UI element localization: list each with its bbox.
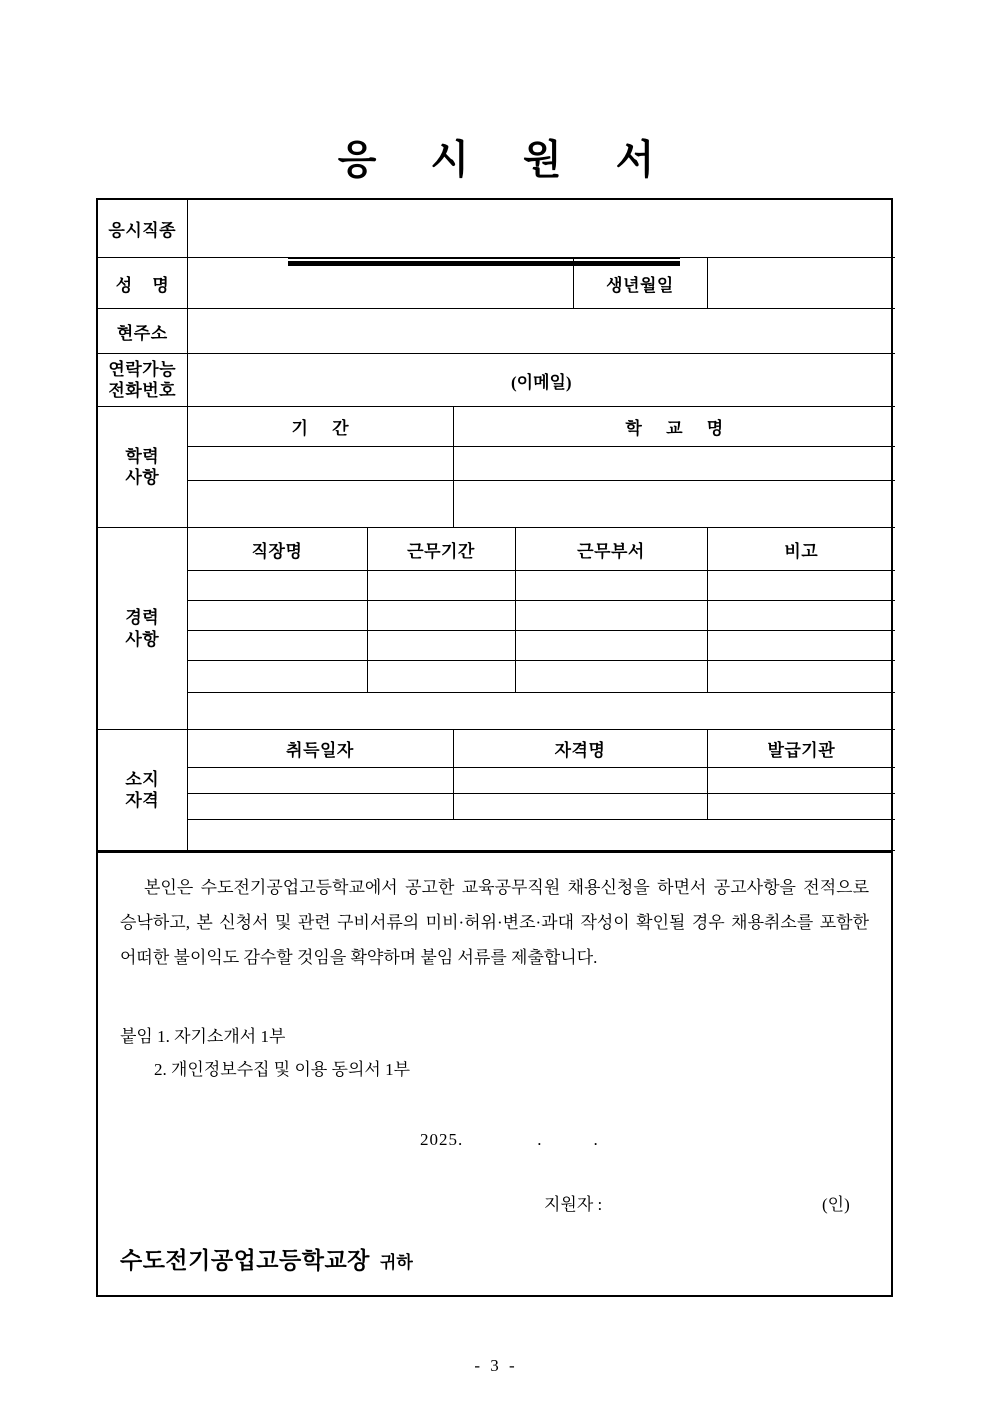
attachment-item-1: 붙임 1. 자기소개서 1부 (120, 1026, 286, 1046)
date-year: 2025. (420, 1129, 464, 1149)
job-type-value-cell[interactable] (187, 200, 895, 258)
career-department-2[interactable] (515, 601, 707, 631)
date-day-dot: . (593, 1129, 598, 1149)
career-header-company: 직장명 (187, 528, 367, 571)
career-label-line2: 사항 (125, 629, 160, 649)
form-table (98, 200, 895, 851)
seal-mark: (인) (822, 1194, 850, 1214)
declaration-section (98, 851, 891, 1295)
address-value-cell[interactable] (187, 309, 895, 354)
education-school-2[interactable] (453, 481, 895, 528)
certification-date-2[interactable] (187, 794, 453, 820)
certification-label-line2: 자격 (125, 791, 160, 810)
career-company-2[interactable] (187, 601, 367, 631)
career-company-1[interactable] (187, 571, 367, 601)
table-row-certification-1 (98, 768, 895, 794)
addressee-line (120, 1242, 869, 1275)
contact-label-line2: 전화번호 (108, 381, 177, 400)
certification-name-2[interactable] (453, 794, 707, 820)
certification-label (98, 730, 187, 851)
table-row-education-1 (98, 447, 895, 481)
table-row-education-header (98, 407, 895, 447)
address-label: 현주소 (98, 309, 187, 354)
career-header-note: 비고 (707, 528, 895, 571)
career-note-3[interactable] (707, 631, 895, 661)
certification-header-name: 자격명 (453, 730, 707, 768)
table-row-career-header (98, 528, 895, 571)
career-note-2[interactable] (707, 601, 895, 631)
table-row-career-4 (98, 661, 895, 693)
career-company-3[interactable] (187, 631, 367, 661)
career-label (98, 528, 187, 730)
certification-date-1[interactable] (187, 768, 453, 794)
certification-header-issuer: 발급기관 (707, 730, 895, 768)
contact-label (98, 354, 187, 407)
education-period-1[interactable] (187, 447, 453, 481)
education-school-1[interactable] (453, 447, 895, 481)
table-row-career-2 (98, 601, 895, 631)
table-row-certification-2 (98, 794, 895, 820)
career-period-3[interactable] (367, 631, 515, 661)
contact-value-cell[interactable]: (이메일) (187, 354, 895, 407)
certification-name-1[interactable] (453, 768, 707, 794)
career-department-1[interactable] (515, 571, 707, 601)
page-number: - 3 - (474, 1356, 518, 1375)
certification-date-3[interactable] (187, 820, 453, 851)
table-row-certification-header (98, 730, 895, 768)
career-department-5[interactable] (515, 693, 707, 730)
career-note-1[interactable] (707, 571, 895, 601)
table-row-career-1 (98, 571, 895, 601)
addressee-honorific: 귀하 (379, 1252, 413, 1272)
applicant-signature-line (120, 1190, 869, 1216)
birth-label: 생년월일 (573, 258, 707, 309)
date-line (120, 1130, 869, 1150)
birth-value-cell[interactable] (707, 258, 895, 309)
education-period-2[interactable] (187, 481, 453, 528)
application-form (96, 198, 893, 1297)
career-company-4[interactable] (187, 661, 367, 693)
page-title: 응 시 원 서 (337, 137, 677, 182)
education-label (98, 407, 187, 528)
attachment-list (120, 1020, 869, 1086)
career-label-line1: 경력 (125, 608, 160, 628)
career-period-5[interactable] (367, 693, 515, 730)
career-period-1[interactable] (367, 571, 515, 601)
education-header-period: 기 간 (187, 407, 453, 447)
career-department-4[interactable] (515, 661, 707, 693)
table-row-job-type (98, 200, 895, 258)
education-header-school: 학 교 명 (453, 407, 895, 447)
job-type-label: 응시직종 (98, 200, 187, 258)
addressee-name: 수도전기공업고등학교장 (120, 1247, 370, 1273)
career-note-5[interactable] (707, 693, 895, 730)
contact-label-line1: 연락가능 (108, 359, 177, 379)
education-label-line1: 학력 (125, 446, 160, 466)
career-header-department: 근무부서 (515, 528, 707, 571)
certification-name-3[interactable] (453, 820, 707, 851)
attachment-item-2: 2. 개인정보수집 및 이용 동의서 1부 (154, 1059, 410, 1079)
career-period-4[interactable] (367, 661, 515, 693)
table-row-career-3 (98, 631, 895, 661)
career-note-4[interactable] (707, 661, 895, 693)
table-row-contact (98, 354, 895, 407)
name-label: 성 명 (98, 258, 187, 309)
certification-issuer-1[interactable] (707, 768, 895, 794)
certification-header-date: 취득일자 (187, 730, 453, 768)
date-month-dot: . (537, 1129, 542, 1149)
career-header-period: 근무기간 (367, 528, 515, 571)
table-row-certification-3 (98, 820, 895, 851)
certification-label-line1: 소지 (125, 769, 160, 789)
education-label-line2: 사항 (125, 468, 160, 487)
career-period-2[interactable] (367, 601, 515, 631)
table-row-career-5 (98, 693, 895, 730)
applicant-label: 지원자 : (544, 1194, 603, 1214)
certification-issuer-3[interactable] (707, 820, 895, 851)
certification-issuer-2[interactable] (707, 794, 895, 820)
career-company-5[interactable] (187, 693, 367, 730)
declaration-paragraph: 본인은 수도전기공업고등학교에서 공고한 교육공무직원 채용신청을 하면서 공고사항을 전적으로 승낙하고, 본 신청서 및 관련 구비서류의 미비·허위·변조·과대 작성이 확인될 경우 채용취소를 포함한 어떠한 불이익도 감수할 것임을 확약하며 붙임 서류를 제출합니다. (120, 878, 869, 967)
table-row-address (98, 309, 895, 354)
career-department-3[interactable] (515, 631, 707, 661)
table-row-education-2 (98, 481, 895, 528)
